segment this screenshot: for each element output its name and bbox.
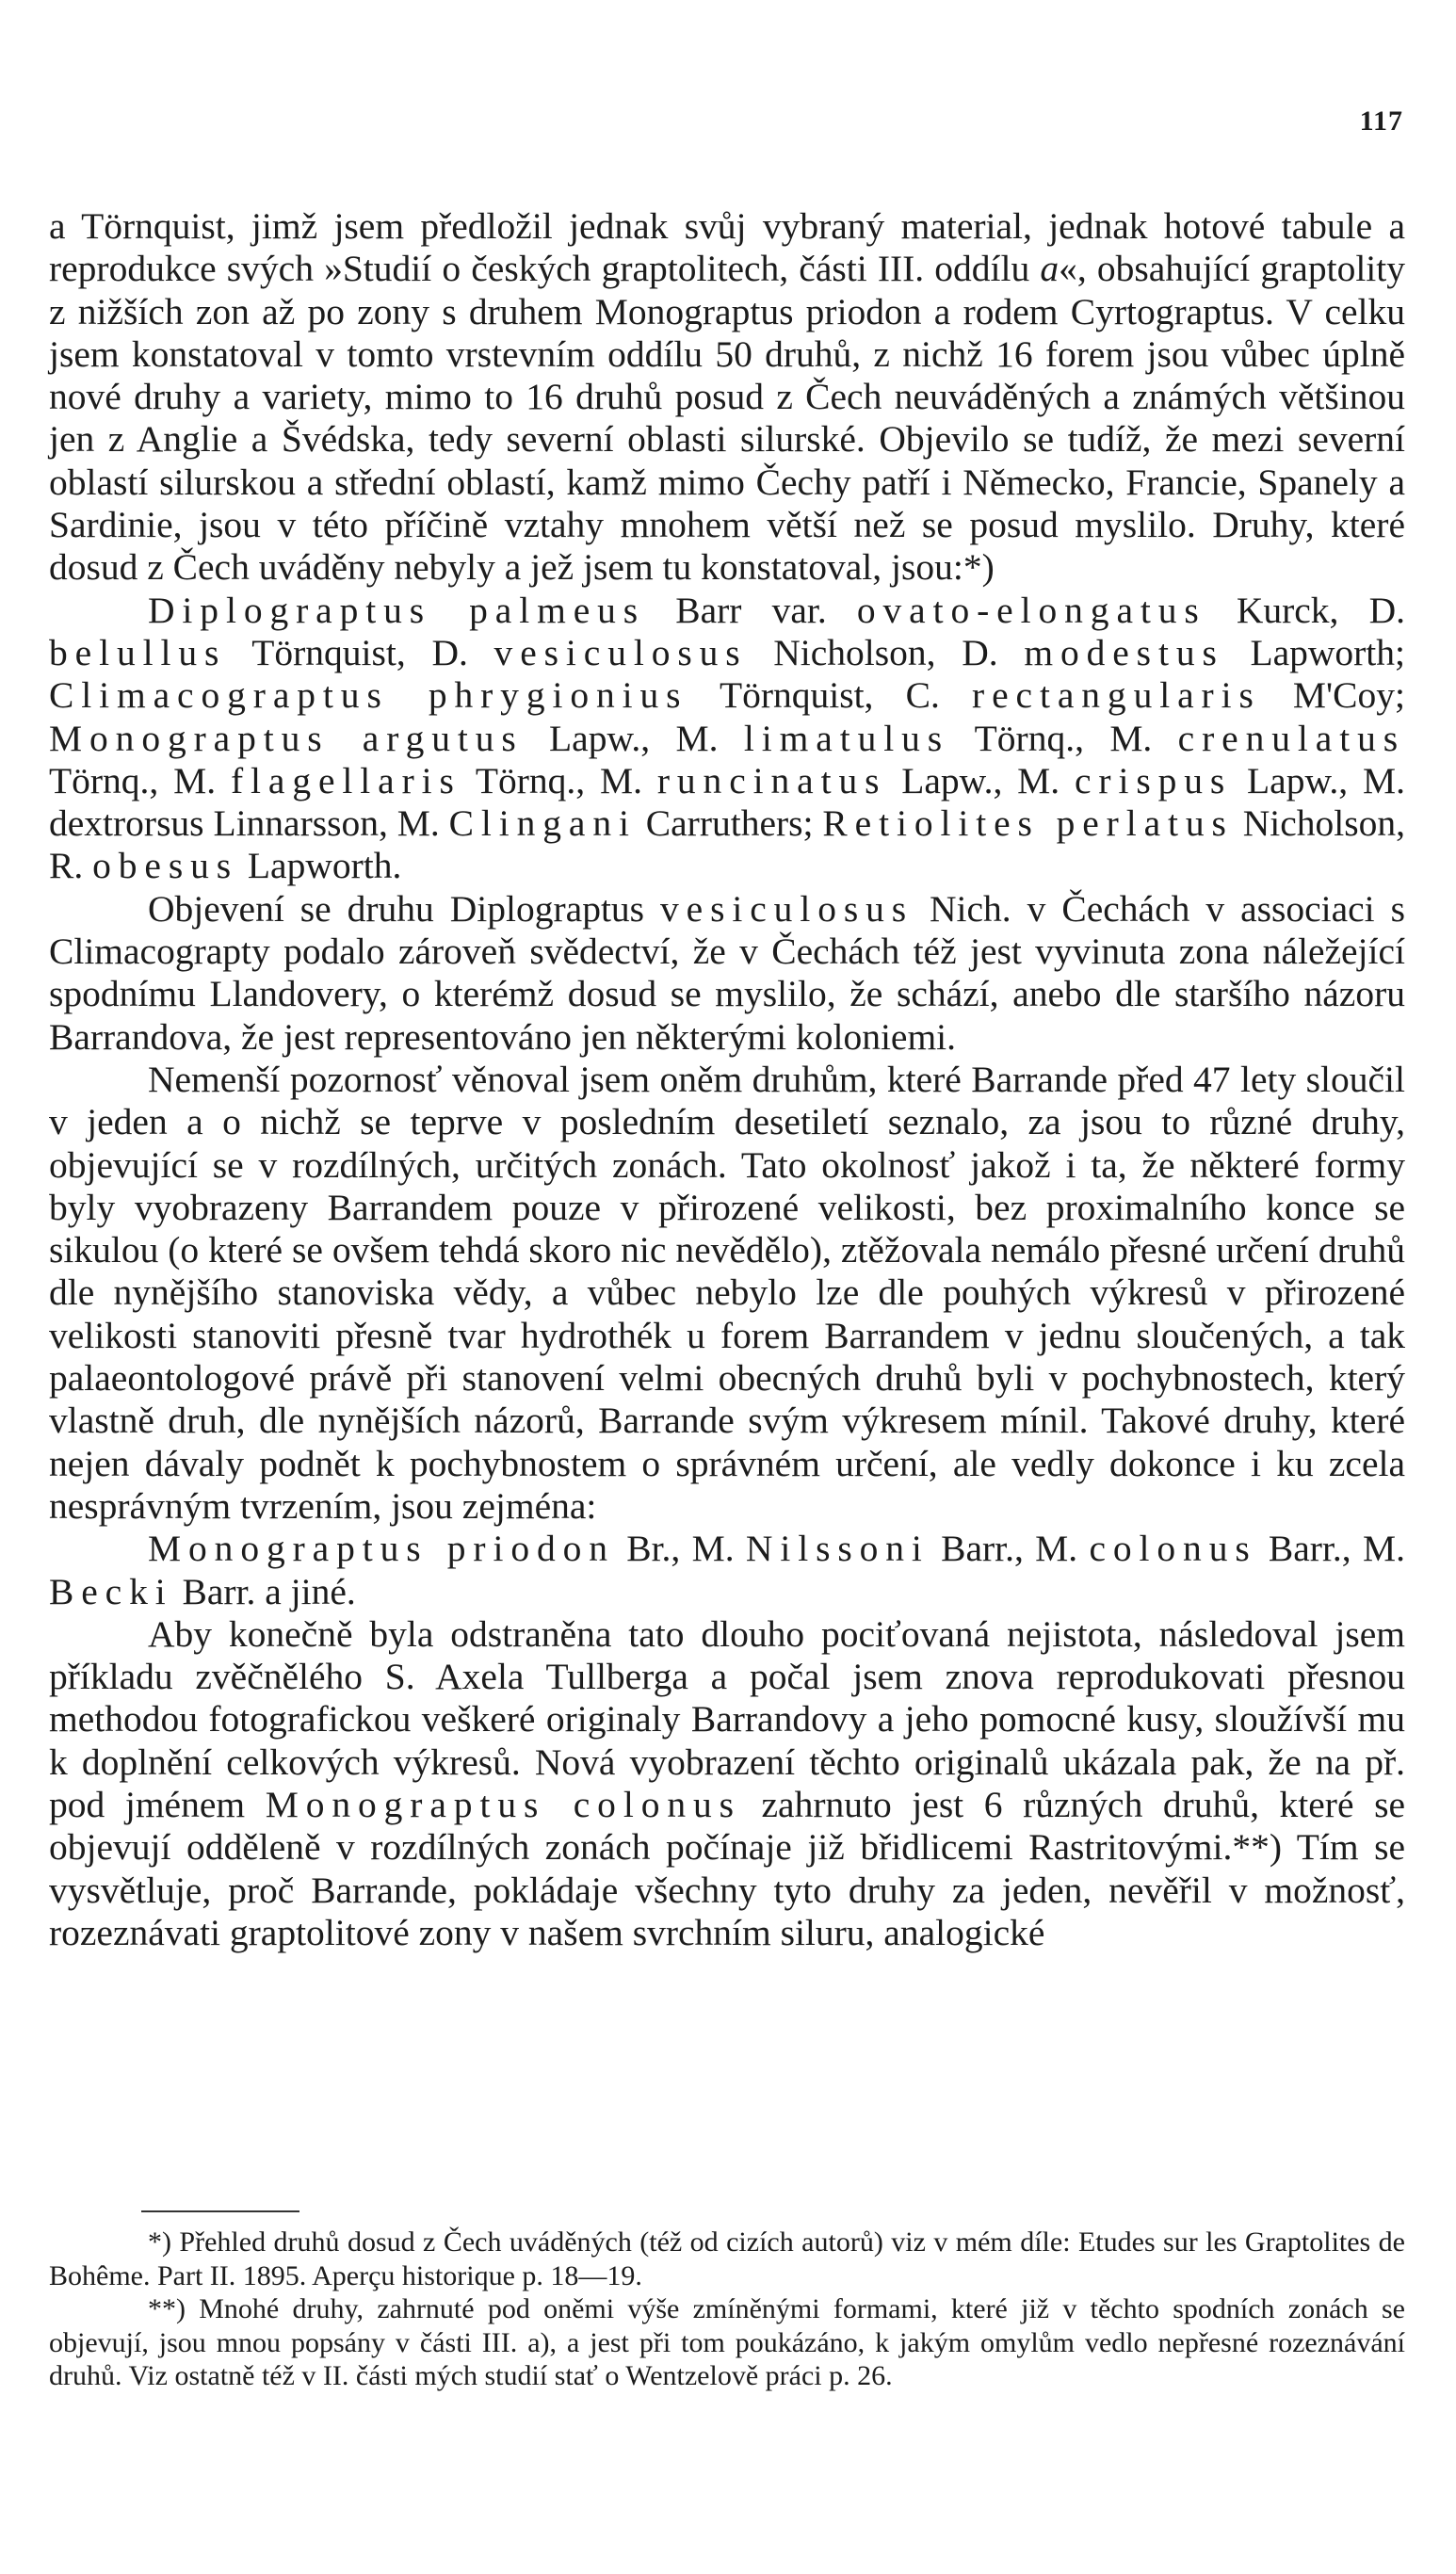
spaced-taxon-name: Monograptus priodon — [148, 1528, 615, 1570]
text-run: Objevení se druhu Diplograptus — [148, 887, 661, 930]
body-text — [49, 205, 1405, 1954]
spaced-taxon-name: Nilssoni — [745, 1528, 930, 1570]
spaced-taxon-name: Monograptus colonus — [265, 1783, 741, 1825]
spaced-taxon-name: crenulatus — [1177, 717, 1405, 759]
spaced-taxon-name: limatulus — [743, 717, 950, 759]
spaced-taxon-name: Climacograptus phrygionius — [49, 674, 688, 717]
text-run: Törnq., M. — [949, 717, 1178, 759]
text-run: Törnquist, C. — [688, 674, 973, 717]
text-run: Lapw., M. — [523, 717, 744, 759]
text-run: Barr. a jiné. — [172, 1570, 356, 1612]
text-run: Lapworth. — [238, 845, 402, 887]
spaced-taxon-name: Retiolites perlatus — [822, 802, 1234, 845]
text-run: Lapw., M. dextrorsus Linnarsson, M. — [49, 759, 1405, 845]
text-run: Barr., M. — [929, 1528, 1090, 1570]
text-run: Törnquist, D. — [226, 631, 494, 673]
footnote: *) Přehled druhů dosud z Čech uváděných (též od cizích autorů) viz v mém díle: Etudes sur les Graptolites de Bohême. Part II. 1895. Aperçu historique p. 18—19. — [49, 2226, 1405, 2291]
footnote-divider — [141, 2210, 299, 2212]
spaced-taxon-name: Diplograptus palmeus — [148, 589, 646, 631]
spaced-taxon-name: modestus — [1024, 631, 1224, 673]
text-run: Nemenší pozornosť věnoval jsem oněm druhům, které Barrande před 47 lety sloučil v jeden a o nichž se teprve v posledním desetiletí seznalo, za jsou to různé druhy, objevující se v rozdílných, určitých zonách. Tato okolnosť jakož i ta, že některé formy byly vyobrazeny Barrandem pouze v přirozené velikosti, bez proximalního konce se sikulou (o které se ovšem tehdá skoro nic nevědělo), ztěžovala nemálo přesné určení druhů dle nynějšího stanoviska vědy, a vůbec nebylo lze dle pouhých výkresů v přirozené velikosti stanoviti přesně tvar hydrothék u forem Barrandem v jednu sloučených, a tak palaeontologové právě při stanovení velmi obecných druhů byli v pochybnostech, který vlastně druh, dle nynějších názorů, Barrande svým výkresem mínil. Takové druhy, které nejen dávaly podnět k pochybnostem o správném určení, ale vedly dokonce i ku zcela nesprávným tvrzením, jsou zejména: — [49, 1058, 1405, 1527]
spaced-taxon-name: Clingani — [448, 802, 637, 845]
text-run: Barr var. — [645, 589, 857, 631]
text-run: «, obsahující graptolity z nižších zon až po zony s druhem Monograptus priodon a rodem Cyrtograptus. V celku jsem konstatoval v tomto vrstevním oddílu 50 druhů, z nichž 16 forem jsou vůbec úplně nové druhy a variety, mimo to 16 druhů posud z Čech neuváděných a známých většinou jen z Anglie a Švédska, tedy severní oblasti silurské. Objevilo se tudíž, že mezi severní oblastí silurskou a střední oblastí, kamž mimo Čechy patří i Německo, Francie, Spanely a Sardinie, jsou v této příčině vztahy mnohem větší než se posud myslilo. Druhy, které dosud z Čech uváděny nebyly a jež jsem tu konstatoval, jsou:*) — [49, 248, 1405, 589]
text-run: zahrnuto jest 6 různých druhů, které se objevují odděleně v rozdílných zonách počínaje již břidlicemi Rastritovými.**) Tím se vysvětluje, proč Barrande, pokládaje všechny tyto druhy za jeden, nevěřil v možnosť, rozeznávati graptolitové zony v našem svrchním siluru, analogické — [49, 1783, 1405, 1953]
paragraph — [49, 590, 1405, 888]
text-run: M'Coy; — [1260, 674, 1405, 717]
text-run: Br., M. — [614, 1528, 746, 1570]
spaced-taxon-name: rectangularis — [972, 674, 1261, 717]
text-run: Kurck, D. — [1205, 589, 1405, 631]
paragraph — [49, 205, 1405, 590]
text-run: Törnq., M. — [49, 759, 231, 801]
italic-text: a — [1040, 248, 1060, 290]
text-run: Lapw., M. — [886, 759, 1075, 801]
spaced-taxon-name: Monograptus argutus — [49, 717, 524, 759]
spaced-taxon-name: flagellaris — [230, 759, 461, 801]
text-run: a Törnquist, jimž jsem předložil jednak svůj vybraný material, jednak hotové tabule a reprodukce svých »Studií o českých graptolitech, části III. oddílu — [49, 205, 1405, 290]
spaced-taxon-name: vesiculosus — [660, 887, 914, 930]
paragraph — [49, 1613, 1405, 1954]
page-number: 117 — [1359, 105, 1403, 137]
spaced-taxon-name: ovato-elongatus — [856, 589, 1206, 631]
footnote: **) Mnohé druhy, zahrnuté pod oněmi výše zmíněnými formami, které již v těchto spodních zonách se objevují, jsou mnou popsány v části III. a), a jest při tom poukázáno, k jakým omylům vedlo nepřesné rozeznávání druhů. Viz ostatně též v II. části mých studií stať o Wentzelově práci p. 26. — [49, 2293, 1405, 2392]
spaced-taxon-name: colonus — [1089, 1528, 1257, 1570]
footnotes — [49, 2226, 1405, 2393]
text-run: Barr., M. — [1256, 1528, 1405, 1570]
spaced-taxon-name: vesiculosus — [493, 631, 748, 673]
text-run: Nicholson, D. — [747, 631, 1025, 673]
text-run: Aby konečně byla odstraněna tato dlouho pociťovaná nejistota, následoval jsem příkladu zvěčnělého S. Axela Tullberga a počal jsem znova reprodukovati přesnou methodou fotografickou veškeré originaly Barrandovy a jeho pomocné kusy, sloužívší mu k doplnění celkových výkresů. Nová vyobrazení těchto originalů ukázala pak, že na př. pod jménem — [49, 1612, 1405, 1825]
paragraph — [49, 888, 1405, 1059]
text-run: Lapworth; — [1223, 631, 1406, 673]
spaced-taxon-name: belullus — [49, 631, 227, 673]
paragraph — [49, 1059, 1405, 1528]
spaced-taxon-name: obesus — [92, 845, 239, 887]
text-run: Nicholson, R. — [49, 802, 1405, 887]
spaced-taxon-name: crispus — [1075, 759, 1233, 801]
spaced-taxon-name: runcinatus — [656, 759, 887, 801]
spaced-taxon-name: Becki — [49, 1570, 173, 1612]
text-run: Carruthers; — [636, 802, 823, 845]
text-run: Nich. v Čechách v associaci s Climacograpty podalo zároveň svědectví, že v Čechách též jest vyvinuta zona náležející spodnímu Llandovery, o kterémž dosud se myslilo, že schází, anebo dle staršího názoru Barrandova, že jest representováno jen některými koloniemi. — [49, 887, 1405, 1058]
paragraph — [49, 1528, 1405, 1613]
text-run: Törnq., M. — [461, 759, 657, 801]
